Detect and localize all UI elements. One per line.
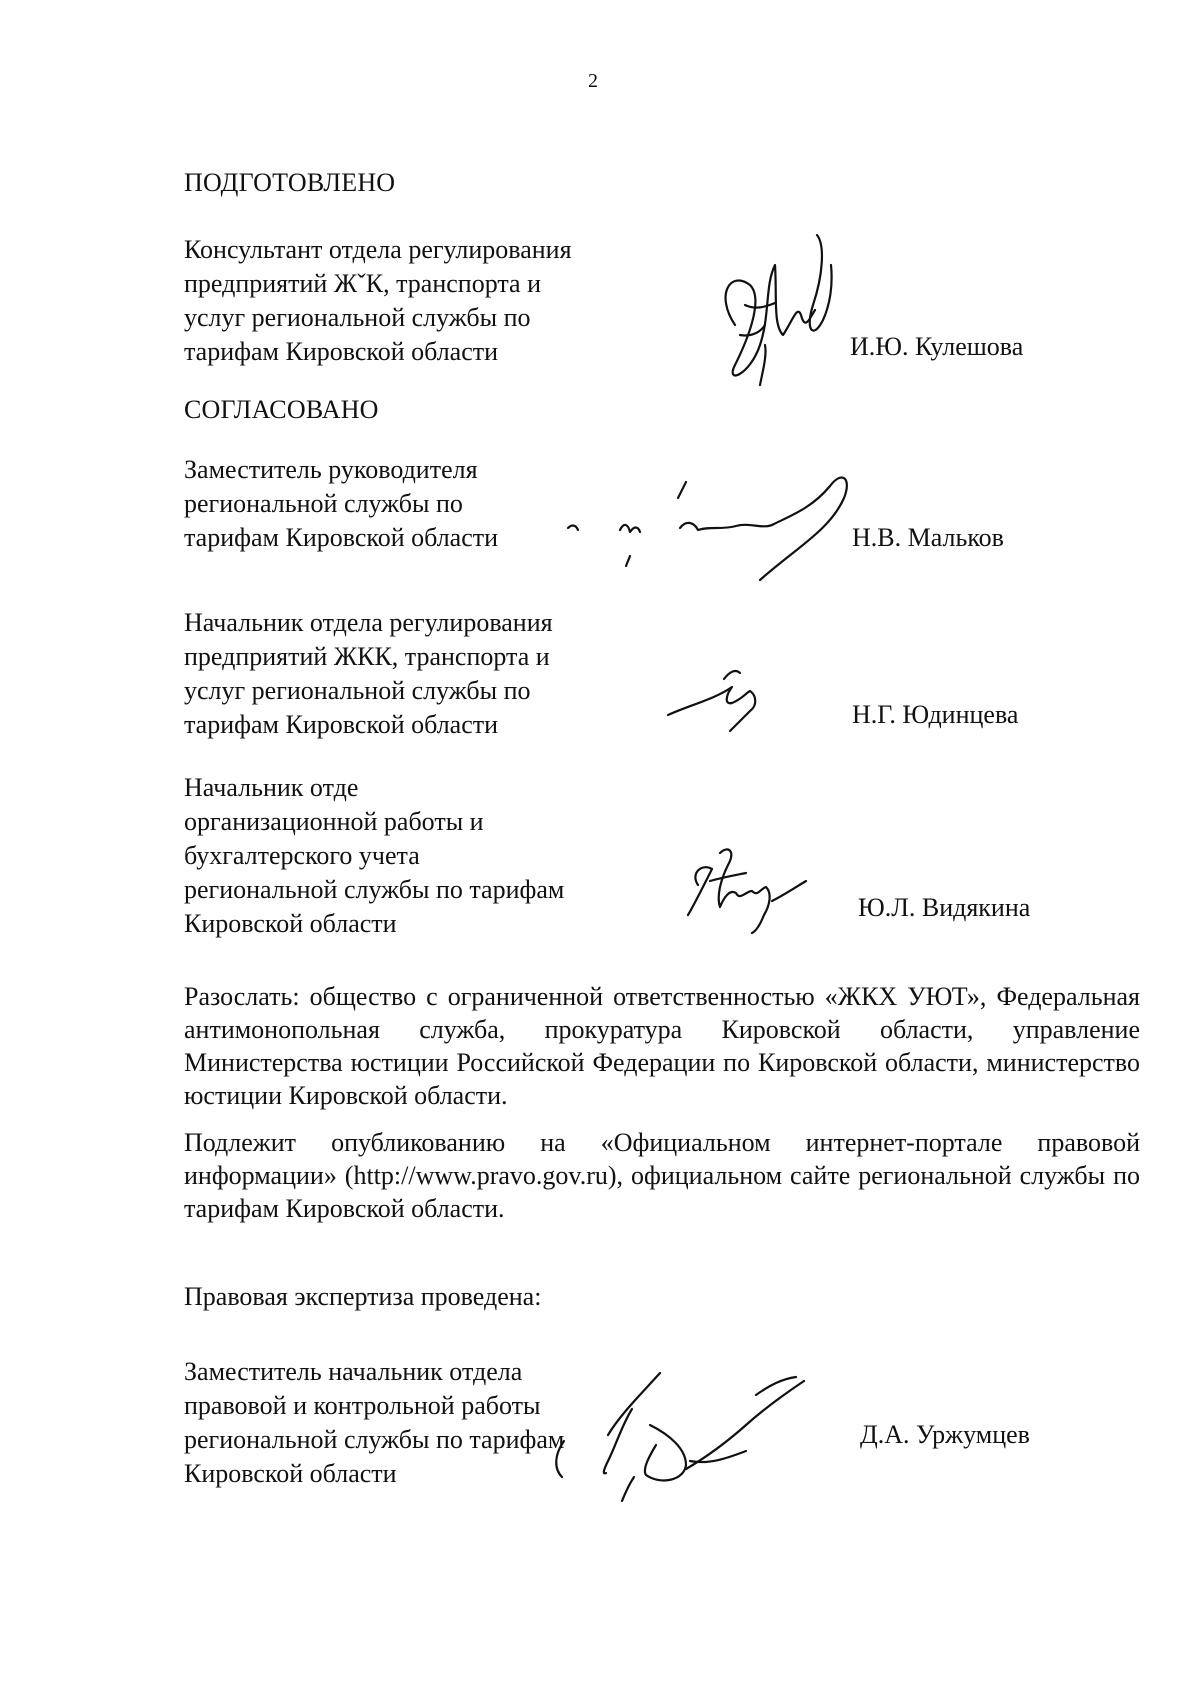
- signatory-position: [184, 606, 553, 742]
- prepared-block: [184, 233, 572, 369]
- position-line: региональной службы по тарифам: [184, 875, 565, 904]
- position-line: Заместитель начальник отдела: [184, 1357, 523, 1386]
- prepared-position: [184, 233, 572, 369]
- position-line: Кировской области: [184, 1459, 397, 1488]
- signatory-position: [184, 771, 564, 941]
- agreed-block-2: [184, 606, 553, 742]
- signatory-name: И.Ю. Кулешова: [850, 332, 1024, 361]
- signature-yudintseva: [660, 665, 780, 735]
- legal-review-heading: Правовая экспертиза проведена:: [184, 1282, 542, 1311]
- position-line: Кировской области: [184, 909, 397, 938]
- page-number: 2: [588, 70, 598, 92]
- position-line: региональной службы по тарифам: [184, 1425, 565, 1454]
- position-line: тарифам Кировской области: [184, 337, 499, 366]
- position-line: Начальник отдела регулирования: [184, 608, 553, 637]
- prepared-heading: ПОДГОТОВЛЕНО: [184, 168, 396, 197]
- position-line: услуг региональной службы по: [184, 303, 531, 332]
- signatory-name: Н.В. Мальков: [852, 523, 1004, 552]
- position-line: региональной службы по: [184, 489, 463, 518]
- agreed-heading: СОГЛАСОВАНО: [184, 395, 379, 424]
- legal-review-block: [184, 1355, 564, 1491]
- signature-malkov: [560, 470, 860, 600]
- agreed-block-3: [184, 771, 564, 941]
- position-line: предприятий ЖˇК, транспорта и: [184, 269, 541, 298]
- position-line: Начальник отде: [184, 773, 359, 802]
- distribution-paragraph: Разослать: общество с ограниченной ответственностью «ЖКХ УЮТ», Федеральная антимонопольная служба, прокуратура Кировской области, управление Министерства юстиции Российской Федерации по Кировской области, министерство юстиции Кировской области.: [184, 982, 1140, 1110]
- signatory-name: Ю.Л. Видякина: [858, 893, 1031, 922]
- signature-urzhumtsev: [550, 1365, 820, 1515]
- signatory-position: [184, 1355, 564, 1491]
- position-line: Консультант отдела регулирования: [184, 235, 572, 264]
- publication-paragraph: Подлежит опубликованию на «Официальном интернет-портале правовой информации» (http://www.pravo.gov.ru), официальном сайте региональной службы по тарифам Кировской области.: [184, 1128, 1140, 1223]
- position-line: правовой и контрольной работы: [184, 1391, 541, 1420]
- agreed-block-1: [184, 453, 498, 555]
- signature-kuleshova: [705, 225, 855, 400]
- position-line: Заместитель руководителя: [184, 455, 478, 484]
- position-line: предприятий ЖКК, транспорта и: [184, 642, 550, 671]
- position-line: бухгалтерского учета: [184, 841, 420, 870]
- position-line: услуг региональной службы по: [184, 676, 531, 705]
- position-line: организационной работы и: [184, 807, 484, 836]
- signature-vidyakina: [680, 845, 810, 935]
- signatory-name: Д.А. Уржумцев: [860, 1420, 1030, 1449]
- position-line: тарифам Кировской области: [184, 710, 499, 739]
- position-line: тарифам Кировской области: [184, 523, 499, 552]
- signatory-name: Н.Г. Юдинцева: [852, 700, 1019, 729]
- signatory-position: [184, 453, 498, 555]
